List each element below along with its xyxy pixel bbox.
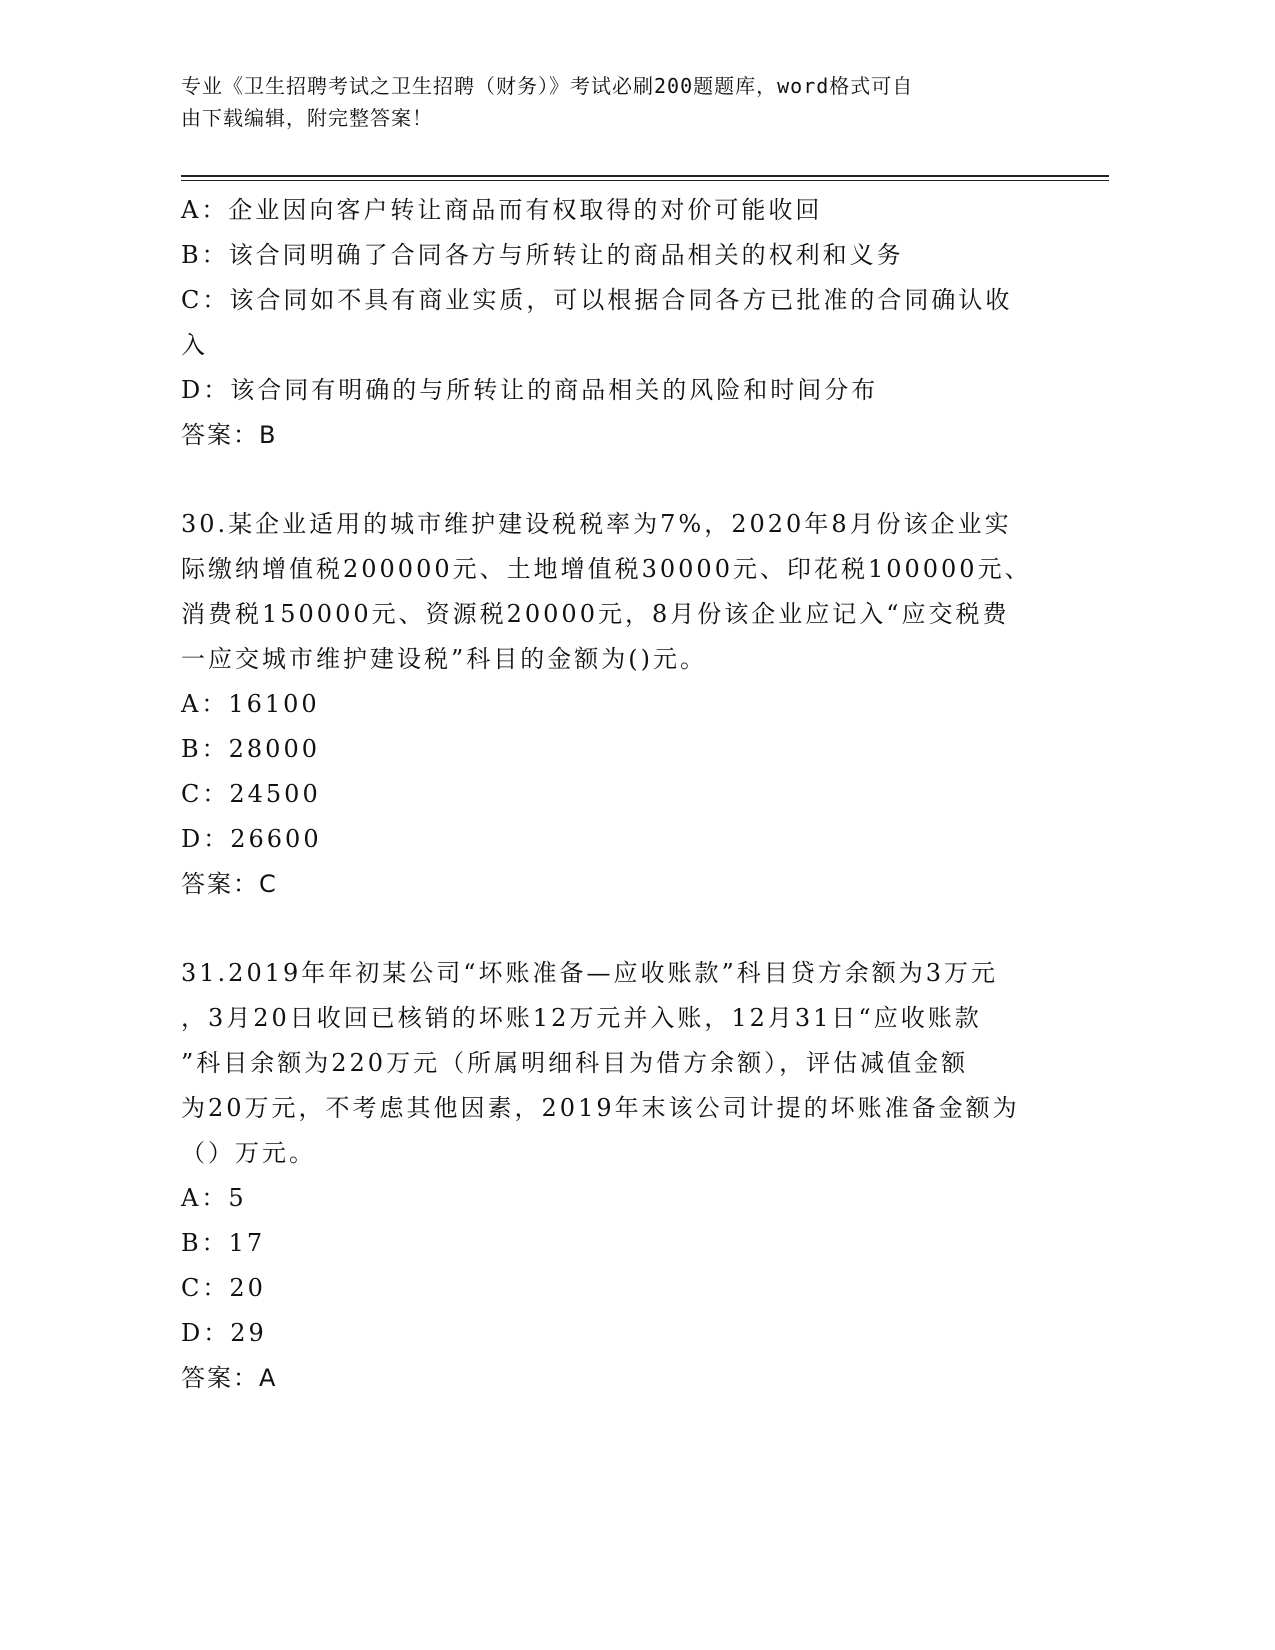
spacer	[181, 907, 1061, 951]
header-line-2: 由下载编辑，附完整答案！	[181, 106, 433, 130]
question-31	[181, 951, 1061, 1401]
header-line-1: 专业《卫生招聘考试之卫生招聘（财务）》考试必刷200题题库，word格式可自	[181, 74, 914, 98]
question-30	[181, 502, 1061, 907]
question-stem-line: ，3月20日收回已核销的坏账12万元并入账，12月31日“应收账款	[181, 1004, 982, 1032]
header-divider-thick	[181, 175, 1109, 177]
answer-line: 答案：B	[181, 421, 278, 449]
spacer	[181, 458, 1061, 502]
option-a: A：企业因向客户转让商品而有权取得的对价可能收回	[181, 196, 823, 224]
option-c: C：20	[181, 1274, 266, 1302]
question-stem-line: 一应交城市维护建设税”科目的金额为()元。	[181, 645, 707, 673]
question-stem-line: （）万元。	[181, 1139, 316, 1167]
question-29	[181, 188, 1061, 458]
question-stem-line: ”科目余额为220万元（所属明细科目为借方余额），评估减值金额	[181, 1049, 969, 1077]
document-header	[181, 70, 1061, 134]
option-b: B：该合同明确了合同各方与所转让的商品相关的权利和义务	[181, 241, 904, 269]
question-stem-line: 30.某企业适用的城市维护建设税税率为7%，2020年8月份该企业实	[181, 510, 1012, 538]
header-divider-thin	[181, 180, 1109, 181]
option-b: B：17	[181, 1229, 266, 1257]
question-stem-line: 消费税150000元、资源税20000元，8月份该企业应记入“应交税费	[181, 600, 1010, 628]
option-d: D：26600	[181, 825, 322, 853]
option-a: A：16100	[181, 690, 320, 718]
document-body	[181, 188, 1061, 1401]
answer-line: 答案：A	[181, 1364, 278, 1392]
option-d: D：29	[181, 1319, 267, 1347]
question-stem-line: 际缴纳增值税200000元、土地增值税30000元、印花税100000元、	[181, 555, 1032, 583]
option-b: B：28000	[181, 735, 320, 763]
answer-line: 答案：C	[181, 870, 278, 898]
question-stem-line: 为20万元，不考虑其他因素，2019年末该公司计提的坏账准备金额为	[181, 1094, 1020, 1122]
option-c: C：该合同如不具有商业实质，可以根据合同各方已批准的合同确认收	[181, 286, 1013, 314]
option-d: D：该合同有明确的与所转让的商品相关的风险和时间分布	[181, 376, 879, 404]
option-a: A：5	[181, 1184, 247, 1212]
option-c-continued: 入	[181, 331, 208, 359]
option-c: C：24500	[181, 780, 321, 808]
question-stem-line: 31.2019年年初某公司“坏账准备—应收账款”科目贷方余额为3万元	[181, 959, 999, 987]
